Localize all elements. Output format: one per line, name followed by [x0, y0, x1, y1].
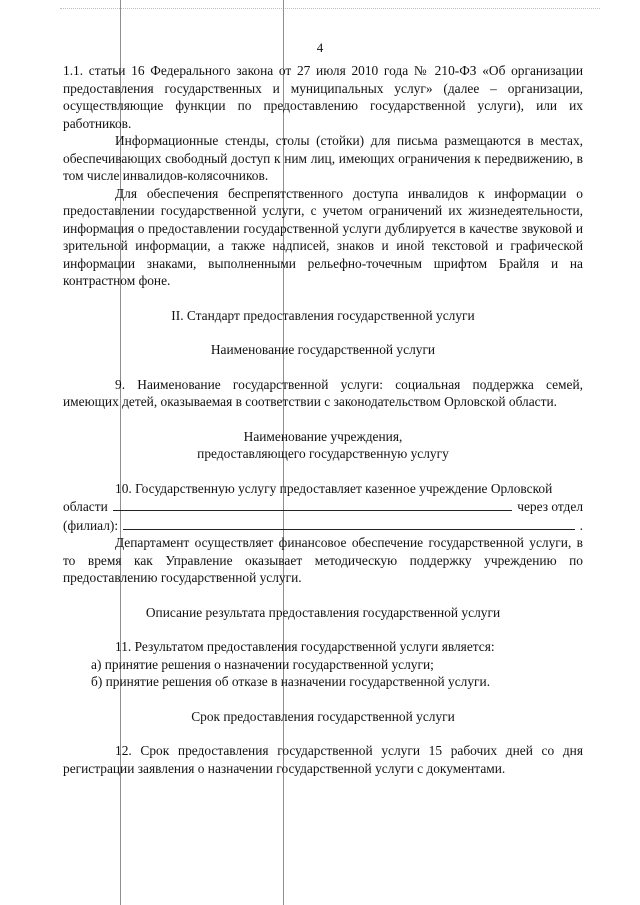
paragraph-department: Департамент осуществляет финансовое обеспечение государственной услуги, в то время как Управление оказывает методическую поддержку учреждению по предоставлению государственной услуги. — [63, 535, 583, 585]
paragraph-10-line3 — [63, 516, 583, 535]
heading-result: Описание результата предоставления государственной услуги — [145, 604, 501, 620]
heading-service-name: Наименование государственной услуги — [210, 342, 436, 357]
paragraph-10-tail2: через отдел — [517, 499, 583, 514]
section-title: II. Стандарт предоставления государственной услуги — [171, 307, 475, 323]
paragraph-1-1: 1.1. статьи 16 Федерального закона от 27 июля 2010 года № 210-ФЗ «Об организации предоставления государственных и муниципальных услуг» (далее – организации, осуществляющие функции по предоставлению государственной услуги), или их работников. — [63, 63, 583, 131]
heading-institution-line2: предоставляющего государственную услугу — [197, 446, 449, 461]
paragraph-accessibility: Для обеспечения беспрепятственного доступа инвалидов к информации о предоставлении государственной услуги, с учетом ограничений их жизнедеятельности, информация о предоставлении государственной услуги дублируется в качестве звуковой и зрительной информации, а также надписей, знаков и иной текстовой и графической информации знаками, выполненными рельефно-точечным шрифтом Брайля и на контрастном фоне. — [63, 185, 583, 288]
paragraph-11-a: а) принятие решения о назначении государственной услуги; — [91, 656, 434, 672]
heading-term: Срок предоставления государственной услуги — [191, 708, 455, 724]
paragraph-10-line1: 10. Государственную услугу предоставляет казенное учреждение Орловской — [115, 480, 553, 496]
page-number: 4 — [316, 40, 324, 55]
paragraph-11-b: б) принятие решения об отказе в назначении государственной услуги. — [91, 674, 491, 689]
paragraph-10-lead3: (филиал): — [63, 517, 119, 533]
paragraph-10-tail3: . — [579, 517, 583, 533]
fill-in-blank-branch — [123, 516, 575, 530]
heading-institution-line1: Наименование учреждения, — [243, 428, 403, 444]
scan-top-artifact — [60, 8, 600, 10]
paragraph-info-stands: Информационные стенды, столы (стойки) для письма размещаются в местах, обеспечивающих свободный доступ к ним лиц, имеющих ограничения к передвижению, в том числе инвалидов-колясочников. — [63, 133, 583, 183]
fill-in-blank-region — [113, 497, 512, 511]
paragraph-11: 11. Результатом предоставления государственной услуги является: — [115, 639, 495, 654]
paragraph-12: 12. Срок предоставления государственной услуги 15 рабочих дней со дня регистрации заявления о назначении государственной услуги с документами. — [63, 743, 583, 776]
document-body — [63, 62, 583, 777]
paragraph-10-line2 — [63, 497, 583, 516]
paragraph-9: 9. Наименование государственной услуги: социальная поддержка семей, имеющих детей, оказываемая в соответствии с законодательством Орловской области. — [63, 376, 583, 409]
paragraph-10-lead2: области — [63, 499, 108, 514]
